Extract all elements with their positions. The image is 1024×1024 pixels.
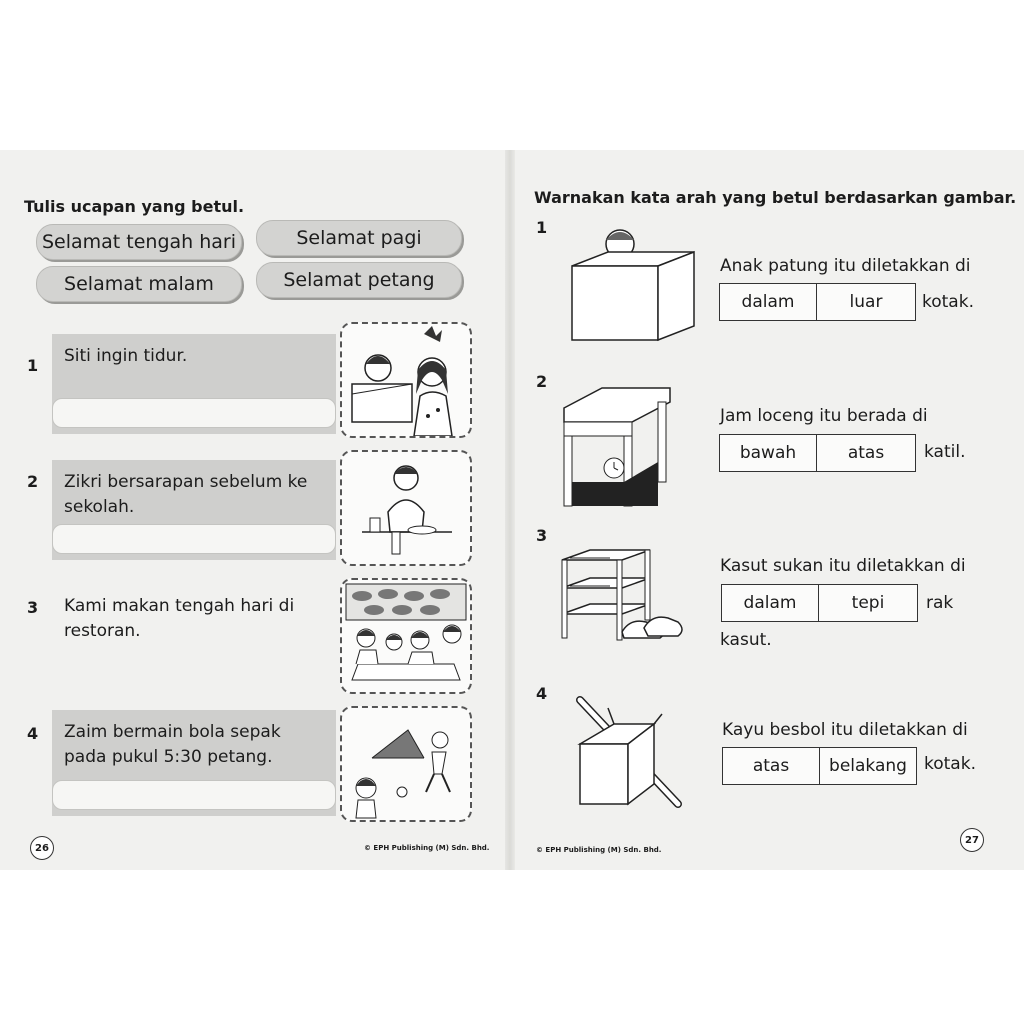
choice-option[interactable]: atas — [752, 756, 790, 776]
choice-option[interactable]: belakang — [819, 748, 916, 784]
page-number: 27 — [960, 828, 984, 852]
question-number: 4 — [536, 684, 548, 703]
choice-group — [721, 584, 918, 622]
question-number: 1 — [27, 356, 39, 375]
choice-option[interactable]: dalam — [741, 292, 795, 312]
choice-option[interactable]: luar — [816, 284, 915, 320]
page-number: 26 — [30, 836, 54, 860]
question-box — [52, 460, 336, 560]
question-number: 2 — [536, 372, 548, 391]
question-sentence: Kayu besbol itu diletakkan di — [722, 720, 968, 740]
choice-option[interactable]: dalam — [743, 593, 797, 613]
picture-bat-behind-box — [566, 694, 692, 826]
question-text: Kami makan tengah hari di restoran. — [64, 596, 295, 641]
question-suffix-line2: kasut. — [720, 630, 772, 650]
question-sentence: Jam loceng itu berada di — [720, 406, 928, 426]
question-number: 4 — [27, 724, 39, 743]
choice-group — [722, 747, 917, 785]
question-number: 3 — [27, 598, 39, 617]
question-suffix: rak — [926, 593, 954, 613]
question-suffix: kotak. — [922, 292, 974, 312]
left-instruction: Tulis ucapan yang betul. — [24, 197, 245, 216]
greeting-option: Selamat malam — [36, 266, 242, 302]
question-suffix: kotak. — [924, 754, 976, 774]
picture-doll-in-box — [566, 222, 696, 342]
answer-field[interactable] — [52, 398, 336, 428]
choice-option[interactable]: atas — [816, 435, 915, 471]
answer-field[interactable] — [52, 780, 336, 810]
question-sentence: Kasut sukan itu diletakkan di — [720, 556, 966, 576]
right-instruction: Warnakan kata arah yang betul berdasarkan gambar. — [534, 188, 1017, 207]
greeting-option: Selamat tengah hari — [36, 224, 242, 260]
greeting-option: Selamat pagi — [256, 220, 462, 256]
choice-option[interactable]: tepi — [818, 585, 917, 621]
choice-option[interactable]: bawah — [739, 443, 797, 463]
question-suffix: katil. — [924, 442, 966, 462]
book-spine — [505, 150, 515, 870]
question-box — [52, 334, 336, 434]
question-box — [52, 710, 336, 816]
greeting-option: Selamat petang — [256, 262, 462, 298]
question-sentence: Anak patung itu diletakkan di — [720, 256, 971, 276]
question-number: 2 — [27, 472, 39, 491]
question-number: 3 — [536, 526, 548, 545]
question-number: 1 — [536, 218, 548, 237]
answer-field[interactable] — [52, 524, 336, 554]
picture-clock-under-bed — [562, 378, 672, 508]
choice-group — [719, 283, 916, 321]
picture-bedtime — [340, 322, 472, 438]
choice-group — [719, 434, 916, 472]
copyright: © EPH Publishing (M) Sdn. Bhd. — [536, 846, 662, 854]
picture-football — [340, 706, 472, 822]
picture-shoes-beside-rack — [560, 548, 690, 648]
question-text: Zaim bermain bola sepak pada pukul 5:30 petang. — [64, 722, 281, 767]
picture-restaurant — [340, 578, 472, 694]
question-text: Zikri bersarapan sebelum ke sekolah. — [64, 472, 308, 517]
picture-breakfast — [340, 450, 472, 566]
question-text: Siti ingin tidur. — [64, 346, 188, 366]
copyright: © EPH Publishing (M) Sdn. Bhd. — [364, 844, 490, 852]
